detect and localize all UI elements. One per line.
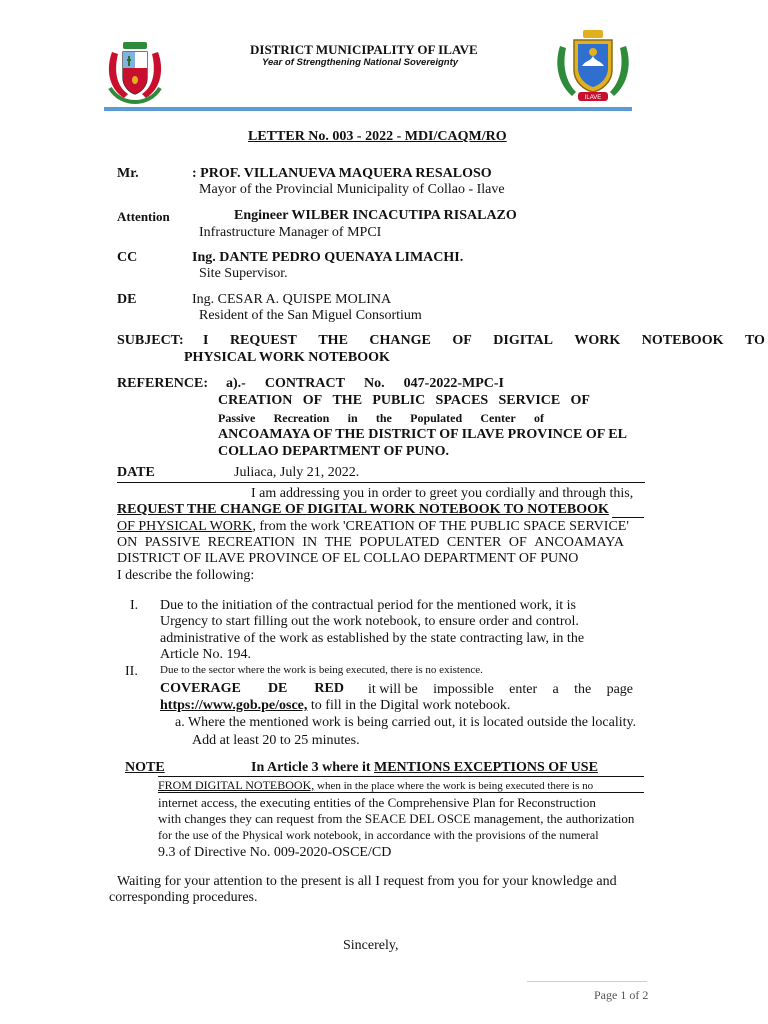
greeting: I am addressing you in order to greet you cordially and through this,	[251, 486, 634, 501]
closing-line1: Waiting for your attention to the present is all I request from you for your knowledge and	[117, 874, 617, 889]
item-i-line: Article No. 194.	[160, 647, 251, 662]
org-name: DISTRICT MUNICIPALITY OF ILAVE	[250, 42, 478, 57]
to-name: : PROF. VILLANUEVA MAQUERA RESALOSO	[192, 166, 492, 181]
coverage-rest-word: impossible	[433, 682, 494, 697]
body-word: THE	[324, 535, 352, 550]
attention-label: Attention	[117, 209, 170, 224]
item-i-line: Due to the initiation of the contractual period for the mentioned work, it is	[160, 598, 577, 613]
subject-line2: PHYSICAL WORK NOTEBOOK	[184, 350, 390, 365]
item-ii-line1: Due to the sector where the work is being executed, there is no existence.	[160, 664, 483, 676]
item-i-line: Urgency to start filling out the work notebook, to ensure order and control.	[160, 614, 579, 629]
ilave-emblem-icon	[554, 26, 632, 104]
letter-number: LETTER No. 003 - 2022 - MDI/CAQM/RO	[248, 129, 507, 144]
subject-word: REQUEST	[229, 333, 297, 348]
cc-name: Ing. DANTE PEDRO QUENAYA LIMACHI.	[192, 250, 464, 265]
date-value: Juliaca, July 21, 2022.	[234, 465, 360, 480]
attention-name: Engineer WILBER INCACUTIPA RISALAZO	[234, 208, 517, 223]
date-rule	[117, 482, 645, 483]
subject-word: OF	[452, 333, 472, 348]
coverage-rest-word: a	[552, 682, 559, 697]
subject-line1	[203, 333, 765, 349]
reference-word: a).-	[226, 376, 246, 391]
item-ii-sub-a-line1: a. Where the mentioned work is being carried out, it is located outside the locality.	[175, 715, 637, 730]
reference-word: No.	[364, 376, 385, 391]
coverage-rest-word: the	[574, 682, 592, 697]
cc-label: CC	[117, 250, 138, 265]
subject-label: SUBJECT:	[117, 333, 184, 348]
note-lead	[251, 760, 598, 776]
request-line2-underlined: OF PHYSICAL WORK	[117, 519, 253, 534]
reference-word: Center	[480, 411, 516, 425]
body-word: PASSIVE	[144, 535, 201, 550]
reference-word: the	[375, 411, 392, 425]
coverage-rest-word: page	[606, 682, 633, 697]
reference-word: Populated	[410, 411, 463, 425]
reference-word: OF	[570, 393, 590, 408]
note-label: NOTE	[125, 760, 165, 775]
body-word: OF	[508, 535, 527, 550]
coverage-rest-word: it will be	[368, 682, 418, 697]
coverage-rest-word: enter	[509, 682, 538, 697]
to-label: Mr.	[117, 166, 139, 181]
body-word: IN	[302, 535, 318, 550]
reference-word: CONTRACT	[264, 376, 345, 391]
note-line2-underlined: FROM DIGITAL NOTEBOOK,	[158, 778, 315, 792]
reference-line3	[218, 411, 544, 426]
reference-line2	[218, 393, 590, 409]
note-line2-rule	[158, 792, 644, 793]
subject-word: TO	[744, 333, 765, 348]
reference-word: SERVICE	[498, 393, 561, 408]
subject-word: I	[203, 333, 209, 348]
coverage-word: DE	[267, 681, 288, 696]
body-word: ON	[117, 535, 138, 550]
reference-word: CREATION	[218, 393, 293, 408]
note-line4: with changes they can request from the SEACE DEL OSCE management, the authorization	[158, 811, 635, 826]
osce-link-line	[160, 698, 510, 714]
reference-word: OF	[302, 393, 323, 408]
emblem-label: ILAVE	[584, 95, 602, 101]
note-line3: internet access, the executing entities of the Comprehensive Plan for Reconstruction	[158, 795, 596, 810]
body-line4: DISTRICT OF ILAVE PROVINCE OF EL COLLAO DEPARTMENT OF PUNO	[117, 551, 579, 566]
de-role: Resident of the San Miguel Consortium	[199, 308, 422, 323]
body-word: RECREATION	[207, 535, 295, 550]
request-rule	[612, 517, 644, 518]
subject-word: DIGITAL	[493, 333, 553, 348]
de-label: DE	[117, 292, 137, 307]
body-line3	[117, 535, 624, 551]
item-i-marker: I.	[130, 598, 139, 613]
item-ii-marker: II.	[125, 664, 138, 679]
subject-word: WORK	[574, 333, 621, 348]
page-indicator: Page 1 of 2	[594, 988, 649, 1002]
note-line2	[158, 778, 593, 793]
osce-link[interactable]: https://www.gob.pe/osce,	[160, 698, 308, 713]
reference-word: PUBLIC	[372, 393, 426, 408]
note-line2-rest: when in the place where the work is being executed there is no	[314, 780, 594, 792]
note-rule	[158, 776, 644, 777]
closing-line2: corresponding procedures.	[109, 890, 258, 905]
reference-word: of	[533, 411, 544, 425]
body-line5: I describe the following:	[117, 568, 255, 583]
attention-role: Infrastructure Manager of MPCI	[199, 225, 382, 240]
reference-word: THE	[332, 393, 363, 408]
de-name: Ing. CESAR A. QUISPE MOLINA	[192, 292, 392, 307]
osce-link-tail: to fill in the Digital work notebook.	[307, 698, 511, 713]
reference-word: SPACES	[435, 393, 489, 408]
item-i-line: administrative of the work as established by the state contracting law, in the	[160, 631, 585, 646]
note-line5: for the use of the Physical work notebook, in accordance with the provisions of the numeral	[158, 828, 599, 842]
note-line6: 9.3 of Directive No. 009-2020-OSCE/CD	[158, 845, 392, 860]
cc-role: Site Supervisor.	[199, 266, 288, 281]
to-role: Mayor of the Provincial Municipality of Collao - Ilave	[199, 182, 505, 197]
coverage-word: RED	[314, 681, 344, 696]
subject-word: NOTEBOOK	[641, 333, 724, 348]
slogan: Year of Strengthening National Sovereignty	[262, 57, 459, 68]
reference-word: in	[347, 411, 358, 425]
coverage-words	[160, 681, 344, 697]
reference-word: 047-2022-MPC-I	[403, 376, 504, 391]
note-lead-text: In Article 3 where it	[251, 760, 374, 775]
reference-word: Passive	[218, 411, 256, 425]
body-word: CENTER	[446, 535, 502, 550]
item-ii-sub-a-line2: Add at least 20 to 25 minutes.	[192, 733, 360, 748]
body-word: ANCOAMAYA	[534, 535, 624, 550]
reference-line1	[226, 376, 504, 392]
coverage-word: COVERAGE	[160, 681, 241, 696]
body-word: POPULATED	[359, 535, 440, 550]
note-lead-underlined: MENTIONS EXCEPTIONS OF USE	[374, 760, 598, 775]
request-line2	[117, 519, 629, 535]
request-line2-tail: , from the work 'CREATION OF THE PUBLIC SPACE SERVICE'	[252, 519, 629, 534]
reference-line5: COLLAO DEPARTMENT OF PUNO.	[218, 444, 450, 459]
reference-word: Recreation	[273, 411, 330, 425]
header-rule	[104, 107, 632, 111]
reference-line4: ANCOAMAYA OF THE DISTRICT OF ILAVE PROVINCE OF EL	[218, 427, 627, 442]
request-line1: REQUEST THE CHANGE OF DIGITAL WORK NOTEBOOK TO NOTEBOOK	[117, 502, 609, 517]
coverage-rest	[368, 682, 633, 698]
reference-label: REFERENCE:	[117, 376, 209, 391]
subject-word: CHANGE	[369, 333, 431, 348]
subject-word: THE	[318, 333, 348, 348]
sincerely: Sincerely,	[343, 938, 399, 953]
footer-rule	[527, 981, 647, 982]
peru-coat-of-arms-icon	[104, 38, 166, 104]
date-label: DATE	[117, 465, 155, 480]
